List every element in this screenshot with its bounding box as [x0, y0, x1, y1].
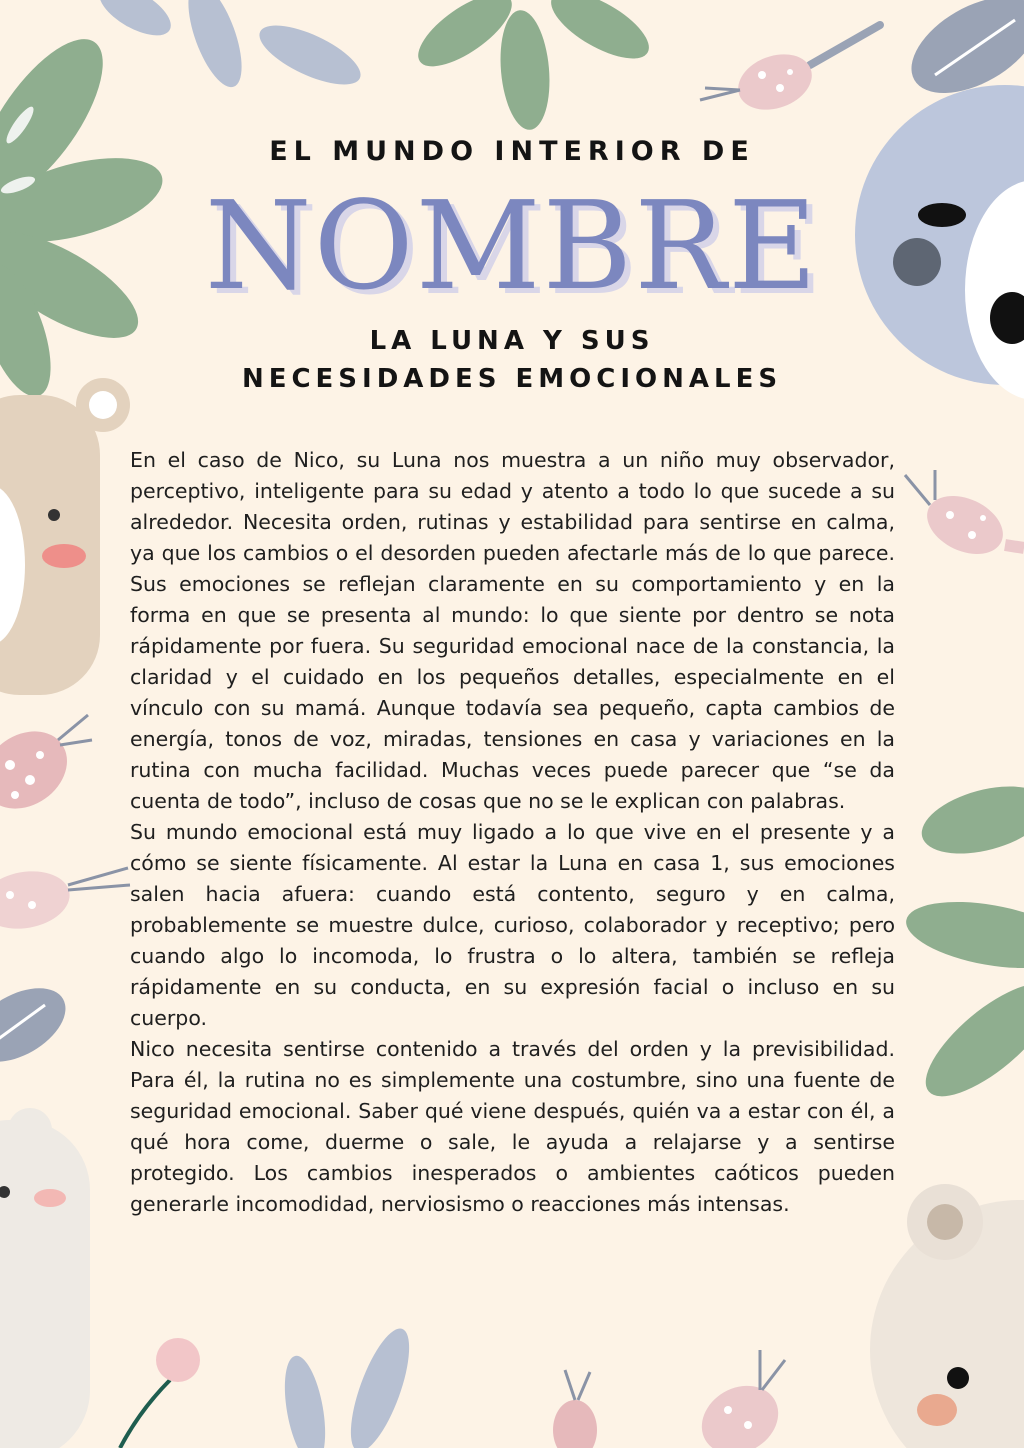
subtitle-line: LA LUNA Y SUS — [369, 326, 655, 356]
leaf-icon — [0, 973, 78, 1077]
leaf-icon — [901, 774, 1024, 1114]
berry-icon — [700, 25, 880, 119]
bear-icon — [0, 378, 130, 695]
paragraph: En el caso de Nico, su Luna nos muestra a un niño muy observador, perceptivo, inteligente para su edad y atento a todo lo que sucede a su alrededor. Necesita orden, rutinas y estabilidad para sentirse en calma, ya que los cambios o el desorden pueden afectarle más de lo que parece. Sus emociones se reflejan claramente en su comportamiento y en la forma en que se presenta al mundo: lo que siente por dentro se nota rápidamente por fuera. Su seguridad emocional nace de la constancia, la claridad y el cuidado en los pequeños detalles, especialmente en el vínculo con su mamá. Aunque todavía sea pequeño, capta cambios de energía, tonos de voz, miradas, tensiones en casa y variaciones en la rutina con mucha facilidad. Muchas veces puede parecer que “se da cuenta de todo”, incluso de cosas que no se le explican con palabras. — [130, 448, 895, 813]
subtitle — [0, 322, 1024, 398]
berry-icon — [553, 1370, 597, 1448]
berry-icon — [0, 865, 130, 936]
subtitle-line: NECESIDADES EMOCIONALES — [241, 364, 783, 394]
leaf-icon — [278, 1322, 421, 1448]
leaf-icon — [91, 0, 368, 96]
berry-icon — [689, 1350, 790, 1448]
berry-icon — [905, 470, 1024, 565]
paragraph: Nico necesita sentirse contenido a través del orden y la previsibilidad. Para él, la rutina no es simplemente una costumbre, sino una fuente de seguridad emocional. Saber qué viene después, quién va a estar con él, a qué hora come, duerme o sale, le ayuda a relajarse y a sentirse protegido. Los cambios inesperados o ambientes caóticos pueden generarle incomodidad, nerviosismo o reacciones más intensas. — [130, 1037, 895, 1216]
flower-icon — [120, 1338, 200, 1448]
page-title: NOMBRE — [204, 175, 820, 317]
paragraph: Su mundo emocional está muy ligado a lo que vive en el presente y a cómo se siente físicamente. Al estar la Luna en casa 1, sus emociones salen hacia afuera: cuando está contento, seguro y en calma, probablemente se muestre dulce, curioso, colaborador y receptivo; pero cuando algo lo incomoda, lo frustra o lo altera, también se refleja rápidamente en su conducta, en su expresión facial o incluso en su cuerpo. — [130, 820, 895, 1030]
leaf-icon — [407, 0, 658, 132]
bear-icon — [0, 1108, 90, 1448]
title-top: EL MUNDO INTERIOR DE — [269, 136, 755, 167]
bear-icon — [870, 1184, 1024, 1448]
berry-icon — [0, 715, 92, 824]
body-text — [130, 445, 895, 1220]
